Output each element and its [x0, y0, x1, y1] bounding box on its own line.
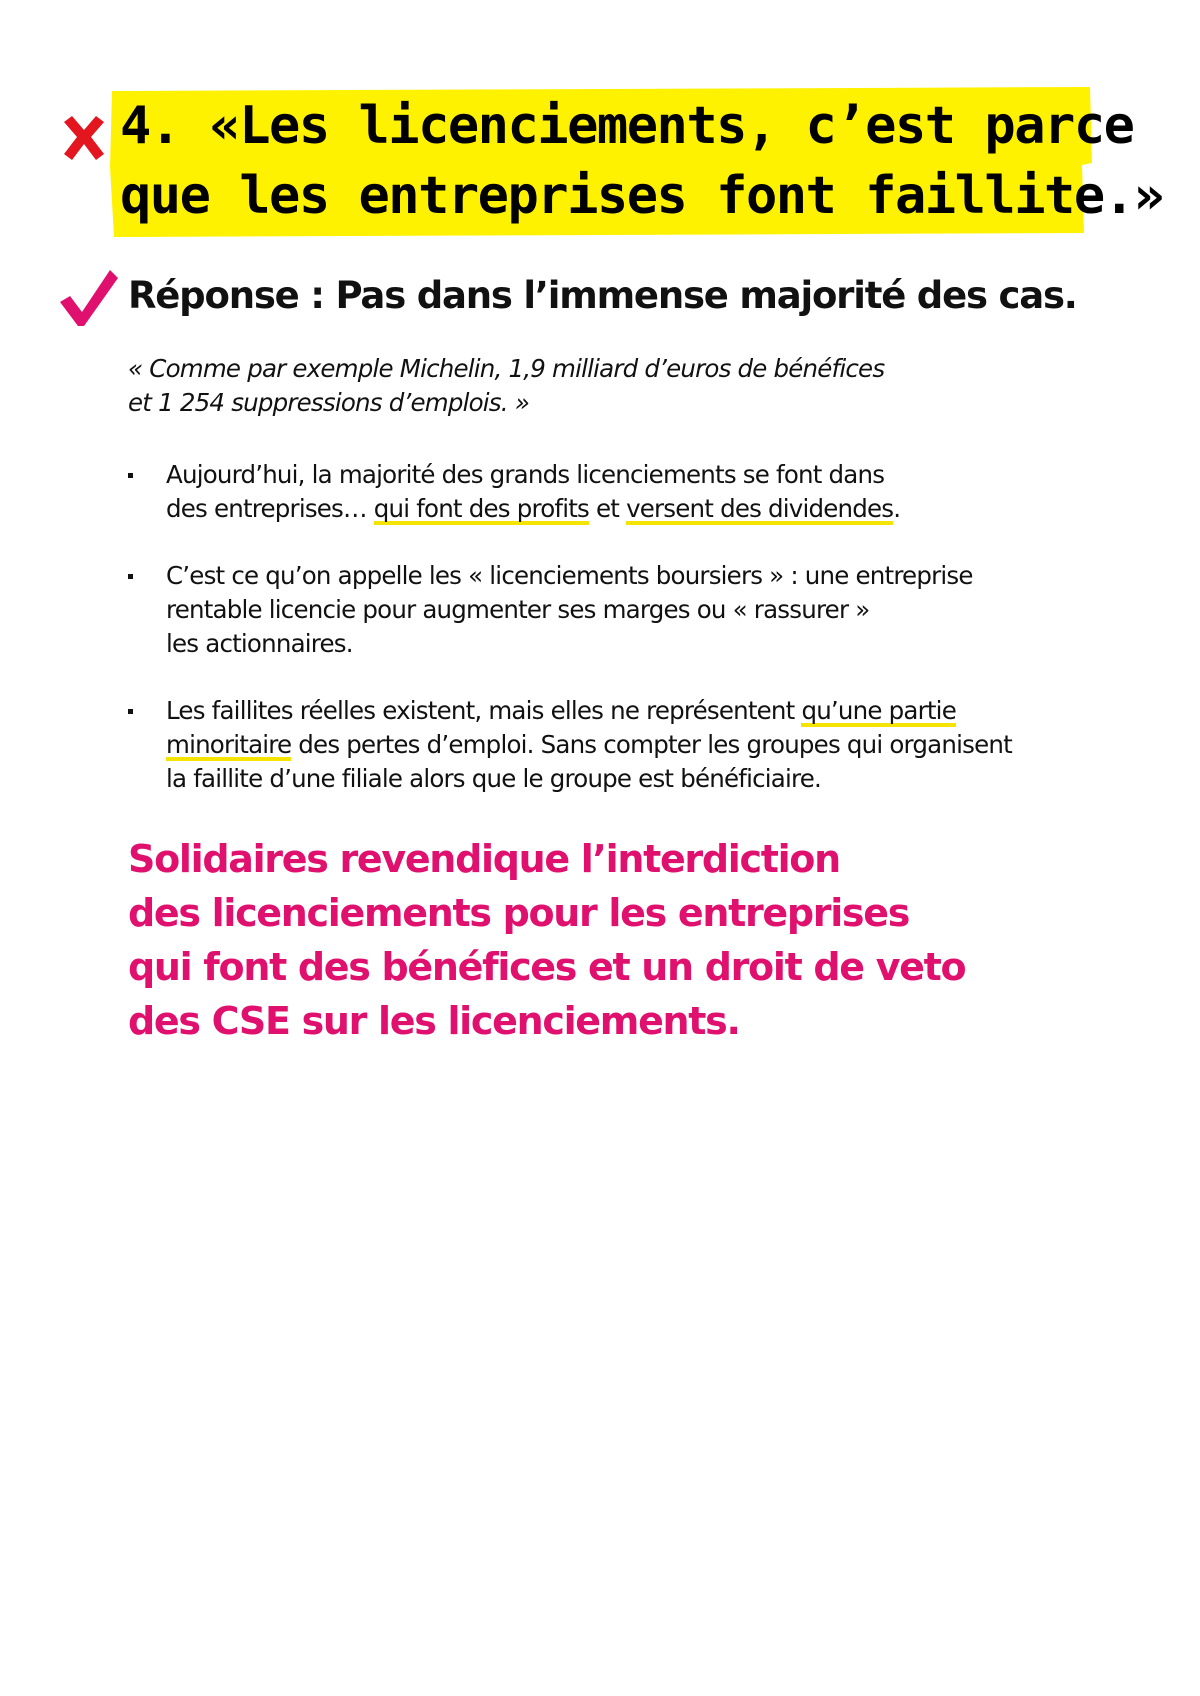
highlighted-phrase: qui font des profits — [373, 494, 589, 523]
bullet-line — [166, 728, 1108, 762]
bullet-text: des entreprises… — [166, 494, 374, 523]
demand-statement — [128, 832, 1028, 1048]
bullet-icon — [128, 574, 133, 579]
argument-list — [128, 458, 1108, 829]
list-item — [128, 694, 1108, 796]
bullet-line — [166, 694, 1108, 728]
list-item — [128, 458, 1108, 526]
bullet-line: les actionnaires. — [166, 629, 353, 658]
quote-line: « Comme par exemple Michelin, 1,9 milliard d’euros de bénéfices — [128, 354, 885, 383]
demand-line: des CSE sur les licenciements. — [128, 999, 740, 1043]
bullet-text: des pertes d’emploi. Sans compter les groupes qui organisent — [291, 730, 1012, 759]
demand-line: Solidaires revendique l’interdiction — [128, 837, 840, 881]
quote-line: et 1 254 suppressions d’emplois. » — [128, 388, 530, 417]
demand-line: des licenciements pour les entreprises — [128, 891, 910, 935]
highlighted-phrase: versent des dividendes — [626, 494, 894, 523]
checkmark-icon — [58, 268, 120, 328]
bullet-line — [166, 492, 1108, 526]
highlighted-phrase: minoritaire — [166, 730, 292, 759]
bullet-text: et — [589, 494, 627, 523]
bullet-text: . — [893, 494, 901, 523]
bullet-line: Aujourd’hui, la majorité des grands licenciements se font dans — [166, 460, 885, 489]
cross-icon — [58, 112, 110, 164]
bullet-icon — [128, 473, 133, 478]
bullet-line: rentable licencie pour augmenter ses marges ou « rassurer » — [166, 595, 870, 624]
highlighted-phrase: qu’une partie — [801, 696, 956, 725]
answer-title: Réponse : Pas dans l’immense majorité des cas. — [128, 274, 1077, 317]
bullet-line: la faillite d’une filiale alors que le groupe est bénéficiaire. — [166, 764, 821, 793]
bullet-line: C’est ce qu’on appelle les « licenciements boursiers » : une entreprise — [166, 561, 973, 590]
example-quote — [128, 352, 1028, 420]
demand-line: qui font des bénéfices et un droit de veto — [128, 945, 966, 989]
bullet-icon — [128, 709, 133, 714]
myth-title-line: 4. «Les licenciements, c’est parce — [120, 96, 1134, 156]
myth-highlight-box — [110, 87, 1164, 237]
bullet-text: Les faillites réelles existent, mais elles ne représentent — [166, 696, 802, 725]
myth-title-line: que les entreprises font faillite.» — [120, 166, 1164, 226]
list-item — [128, 559, 1108, 661]
myth-title — [120, 91, 1164, 231]
